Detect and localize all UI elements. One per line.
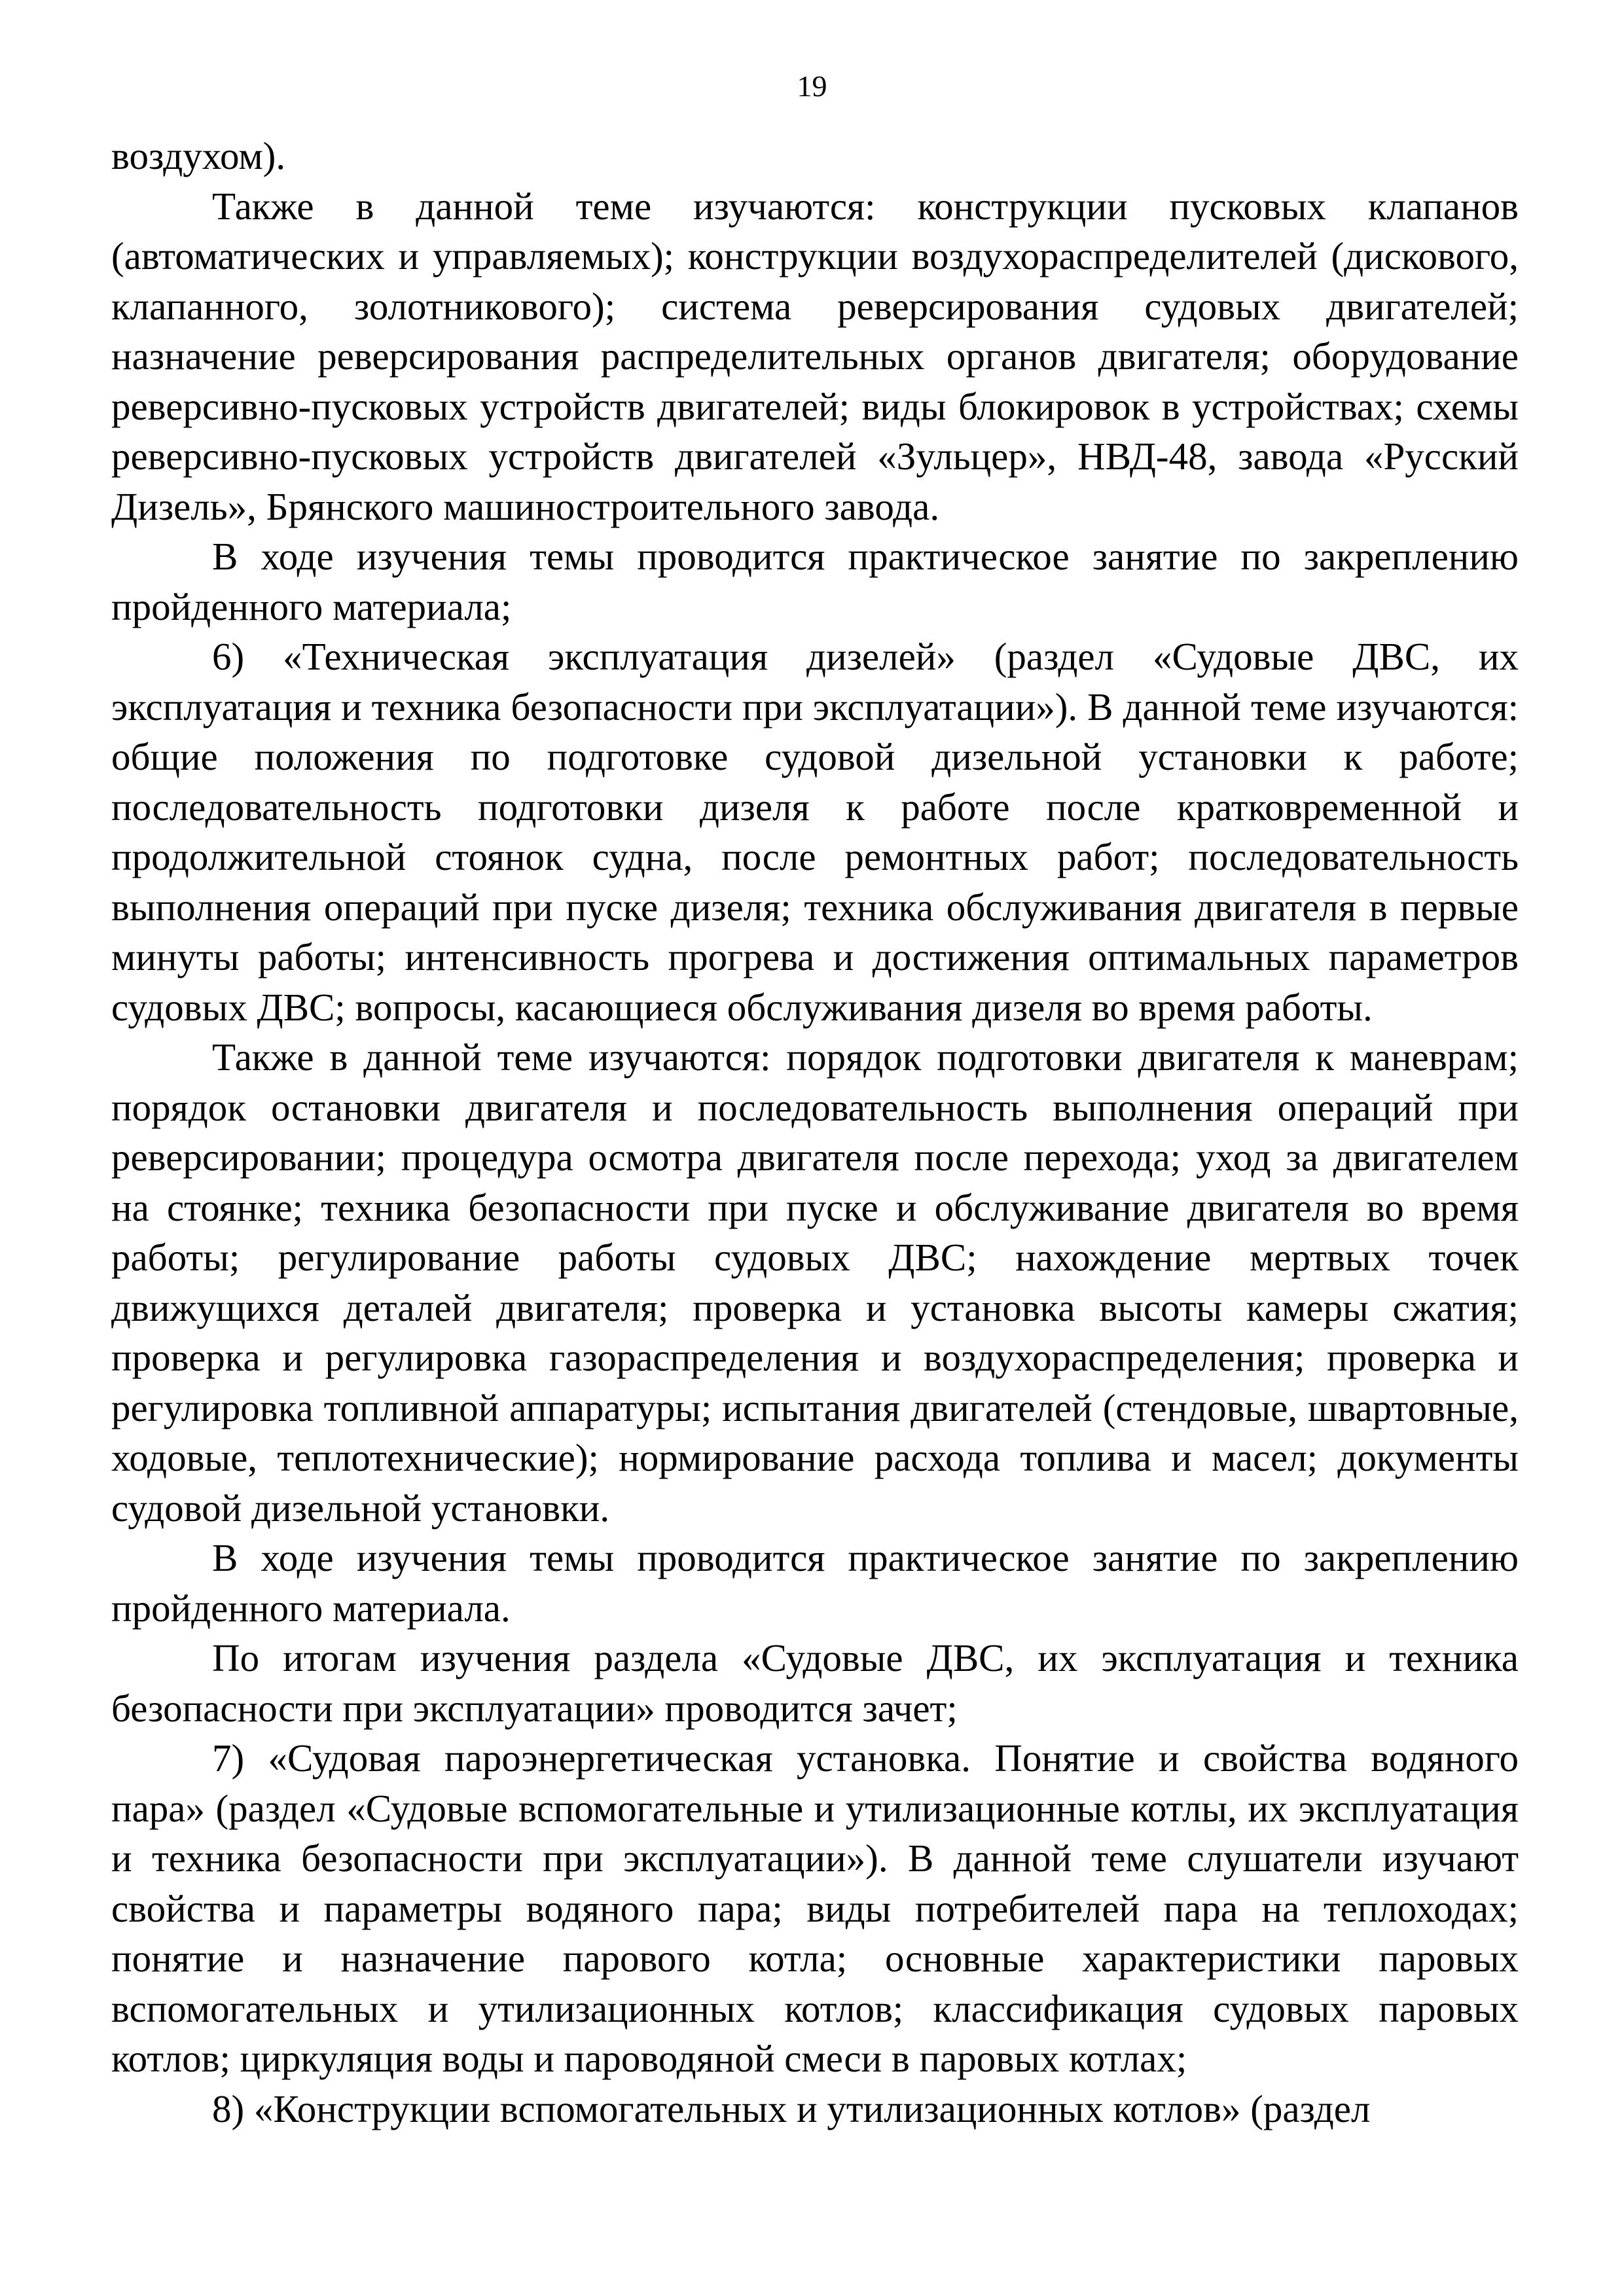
paragraph-4: 6) «Техническая эксплуатация дизелей» (раздел «Судовые ДВС, их эксплуатация и техника безопасности при эксплуатации»). В данной теме изучаются: общие положения по подготовке судовой дизельной установки к работе; последовательность подготовки дизеля к работе после кратковременной и продолжительной стоянок судна, после ремонтных работ; последовательность выполнения операций при пуске дизеля; техника обслуживания двигателя в первые минуты работы; интенсивность прогрева и достижения оптимальных параметров судовых ДВС; вопросы, касающиеся обслуживания дизеля во время работы. bbox=[111, 635, 1519, 1029]
document-body bbox=[111, 131, 1519, 2134]
paragraph-7: По итогам изучения раздела «Судовые ДВС, их эксплуатация и техника безопасности при эксплуатации» проводится зачет; bbox=[111, 1636, 1519, 1730]
paragraph-3: В ходе изучения темы проводится практическое занятие по закреплению пройденного материала; bbox=[111, 535, 1519, 628]
paragraph-6: В ходе изучения темы проводится практическое занятие по закреплению пройденного материала. bbox=[111, 1536, 1519, 1630]
page-number: 19 bbox=[797, 69, 827, 103]
paragraph-8: 7) «Судовая пароэнергетическая установка. Понятие и свойства водяного пара» (раздел «Судовые вспомогательные и утилизационные котлы, их эксплуатация и техника безопасности при эксплуатации»). В данной теме слушатели изучают свойства и параметры водяного пара; виды потребителей пара на теплоходах; понятие и назначение парового котла; основные характеристики паровых вспомогательных и утилизационных котлов; классификация судовых паровых котлов; циркуляция воды и пароводяной смеси в паровых котлах; bbox=[111, 1736, 1519, 2080]
paragraph-2: Также в данной теме изучаются: конструкции пусковых клапанов (автоматических и управляемых); конструкции воздухораспределителей (дискового, клапанного, золотникового); система реверсирования судовых двигателей; назначение реверсирования распределительных органов двигателя; оборудование реверсивно-пусковых устройств двигателей; виды блокировок в устройствах; схемы реверсивно-пусковых устройств двигателей «Зульцер», НВД-48, завода «Русский Дизель», Брянского машиностроительного завода. bbox=[111, 184, 1519, 528]
paragraph-9: 8) «Конструкции вспомогательных и утилизационных котлов» (раздел bbox=[212, 2087, 1371, 2130]
paragraph-1: воздухом). bbox=[111, 134, 286, 177]
paragraph-5: Также в данной теме изучаются: порядок подготовки двигателя к маневрам; порядок остановки двигателя и последовательность выполнения операций при реверсировании; процедура осмотра двигателя после перехода; уход за двигателем на стоянке; техника безопасности при пуске и обслуживание двигателя во время работы; регулирование работы судовых ДВС; нахождение мертвых точек движущихся деталей двигателя; проверка и установка высоты камеры сжатия; проверка и регулировка газораспределения и воздухораспределения; проверка и регулировка топливной аппаратуры; испытания двигателей (стендовые, швартовные, ходовые, теплотехнические); нормирование расхода топлива и масел; документы судовой дизельной установки. bbox=[111, 1035, 1519, 1530]
